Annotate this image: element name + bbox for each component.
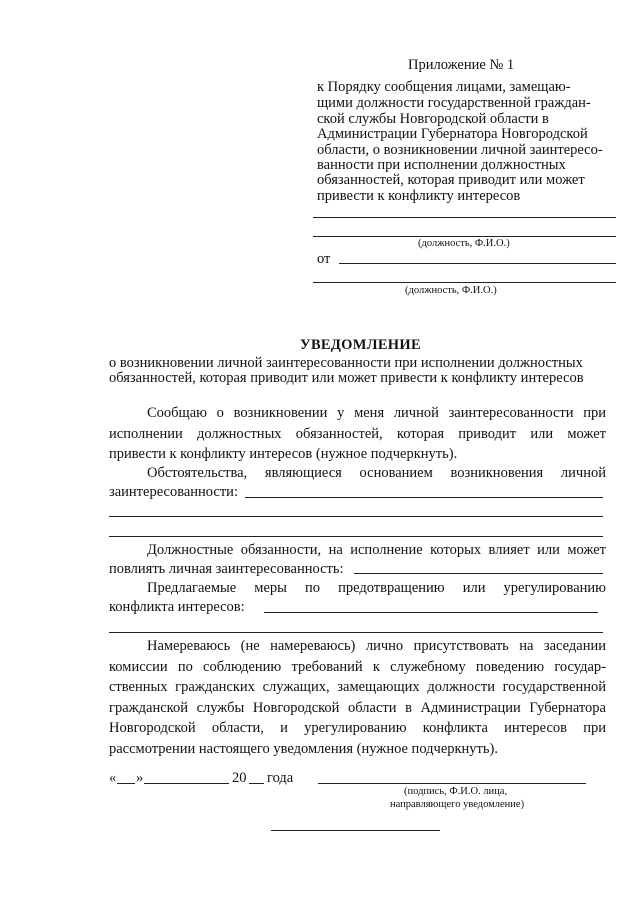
date-quote-close: » [136, 770, 144, 786]
addressee-line [313, 217, 616, 218]
paragraph-line: комиссии по соблюдению требований к служебному поведению государ- [109, 659, 606, 675]
paragraph-line: Намереваюсь (не намереваюсь) лично присутствовать на заседании [147, 638, 606, 654]
paragraph-line: исполнении должностных обязанностей, которая приводит или может [109, 426, 606, 442]
addressee-line [313, 236, 616, 237]
appendix-title: Приложение № 1 [408, 57, 515, 73]
from-label: от [317, 251, 331, 267]
appendix-line: щими должности государственной граждан- [317, 95, 591, 111]
document-subtitle: о возникновении личной заинтересованности при исполнении должностных [109, 355, 583, 371]
addressee-caption: (должность, Ф.И.О.) [418, 238, 510, 249]
signature-line [318, 783, 586, 784]
date-year-prefix: 20 [232, 770, 247, 786]
paragraph-line: рассмотрении настоящего уведомления (нужное подчеркнуть). [109, 741, 498, 757]
paragraph-line: Новгородской области, и урегулированию конфликта интересов при [109, 720, 606, 736]
field-label: повлиять личная заинтересованность: [109, 561, 344, 577]
date-year-line [249, 783, 264, 784]
appendix-line: области, о возникновении личной заинтересо- [317, 142, 603, 158]
appendix-line: привести к конфликту интересов [317, 188, 521, 204]
fill-line [109, 536, 603, 537]
appendix-line: обязанностей, которая приводит или может [317, 172, 585, 188]
sender-line [313, 282, 616, 283]
fill-line [109, 516, 603, 517]
appendix-line: Администрации Губернатора Новгородской [317, 126, 588, 142]
paragraph-line: Сообщаю о возникновении у меня личной заинтересованности при [147, 405, 606, 421]
appendix-line: ской службы Новгородской области в [317, 111, 549, 127]
field-label: заинтересованности: [109, 484, 238, 500]
sender-line [339, 263, 616, 264]
paragraph-line: гражданской службы Новгородской области в Администрации Губернатора [109, 700, 606, 716]
fill-line [354, 573, 603, 574]
date-month-line [144, 783, 229, 784]
paragraph-line: ственных гражданских служащих, замещающих должности государственной [109, 679, 606, 695]
date-year-suffix: года [267, 770, 294, 786]
signature-caption: направляющего уведомление) [390, 799, 525, 810]
paragraph-line: Должностные обязанности, на исполнение которых влияет или может [147, 542, 606, 558]
document-subtitle: обязанностей, которая приводит или может привести к конфликту интересов [109, 370, 584, 386]
paragraph-line: Предлагаемые меры по предотвращению или урегулированию [147, 580, 606, 596]
signature-caption: (подпись, Ф.И.О. лица, [404, 786, 508, 797]
date-quote-open: « [109, 770, 117, 786]
date-day-line [117, 783, 135, 784]
fill-line [109, 632, 603, 633]
fill-line [264, 612, 598, 613]
paragraph-line: Обстоятельства, являющиеся основанием возникновения личной [147, 465, 606, 481]
fill-line [245, 497, 603, 498]
field-label: конфликта интересов: [109, 599, 245, 615]
appendix-line: ванности при исполнении должностных [317, 157, 566, 173]
appendix-line: к Порядку сообщения лицами, замещаю- [317, 79, 571, 95]
paragraph-line: привести к конфликту интересов (нужное подчеркнуть). [109, 446, 458, 462]
document-title: УВЕДОМЛЕНИЕ [300, 337, 421, 353]
footer-line [271, 830, 440, 831]
sender-caption: (должность, Ф.И.О.) [405, 285, 497, 296]
